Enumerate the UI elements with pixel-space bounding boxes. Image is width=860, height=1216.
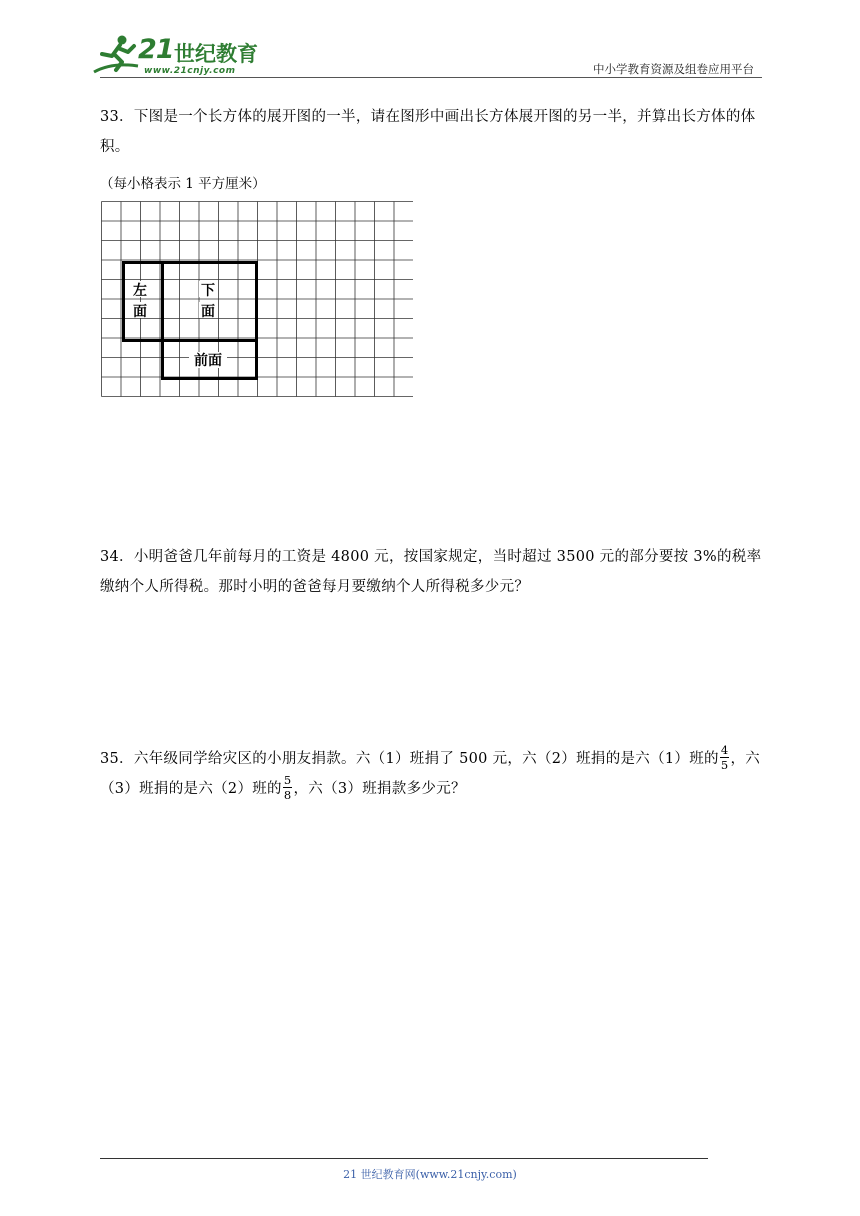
runner-logo-icon (92, 32, 142, 76)
fraction-four-fifths (720, 743, 730, 772)
q35-part-2: ，六（3）班捐的是六（2）班的 (100, 751, 761, 797)
header-slogan: 中小学教育资源及组卷应用平台 (593, 62, 754, 76)
site-logo[interactable] (92, 32, 272, 78)
fraction-2-numerator: 5 (283, 772, 292, 787)
logo-number: 21 (138, 34, 174, 65)
left-face-label-1: 左 (133, 283, 147, 299)
question-33-text: 33．下图是一个长方体的展开图的一半，请在图形中画出长方体展开图的另一半，并算出长方体的体积。 (100, 109, 756, 155)
fraction-five-eighths (283, 773, 293, 802)
bottom-face-outline (163, 263, 257, 341)
footer-divider (100, 1158, 708, 1159)
header-divider (100, 77, 762, 78)
fraction-1-denominator: 5 (720, 757, 729, 772)
q35-part-3: ，六（3）班捐款多少元？ (293, 781, 466, 797)
logo-text: 世纪教育 (174, 42, 258, 66)
fraction-1-numerator: 4 (720, 742, 729, 757)
front-face-label: 前面 (194, 353, 222, 369)
q35-part-1: 35．六年级同学给灾区的小朋友捐款。六（1）班捐了 500 元，六（2）班捐的是六（1）班的 (100, 751, 719, 767)
left-face-label-2: 面 (133, 304, 147, 320)
question-35-text (100, 744, 764, 804)
fraction-2-denominator: 8 (283, 787, 292, 802)
grid-canvas[interactable] (101, 201, 413, 401)
unfolding-grid[interactable] (101, 201, 413, 401)
logo-url: www.21cnjy.com (144, 66, 236, 76)
page-header (0, 0, 860, 80)
footer-site-link[interactable]: 21 世纪教育网(www.21cnjy.com) (343, 1168, 517, 1181)
bottom-face-label-1: 下 (201, 283, 215, 299)
grid-unit-note: （每小格表示 1 平方厘米） (100, 176, 266, 192)
question-34-text: 34．小明爸爸几年前每月的工资是 4800 元，按国家规定，当时超过 3500 元的部分要按 3%的税率缴纳个人所得税。那时小明的爸爸每月要缴纳个人所得税多少元？ (100, 549, 762, 595)
bottom-face-label-2: 面 (201, 304, 215, 320)
left-face-outline (124, 263, 163, 341)
